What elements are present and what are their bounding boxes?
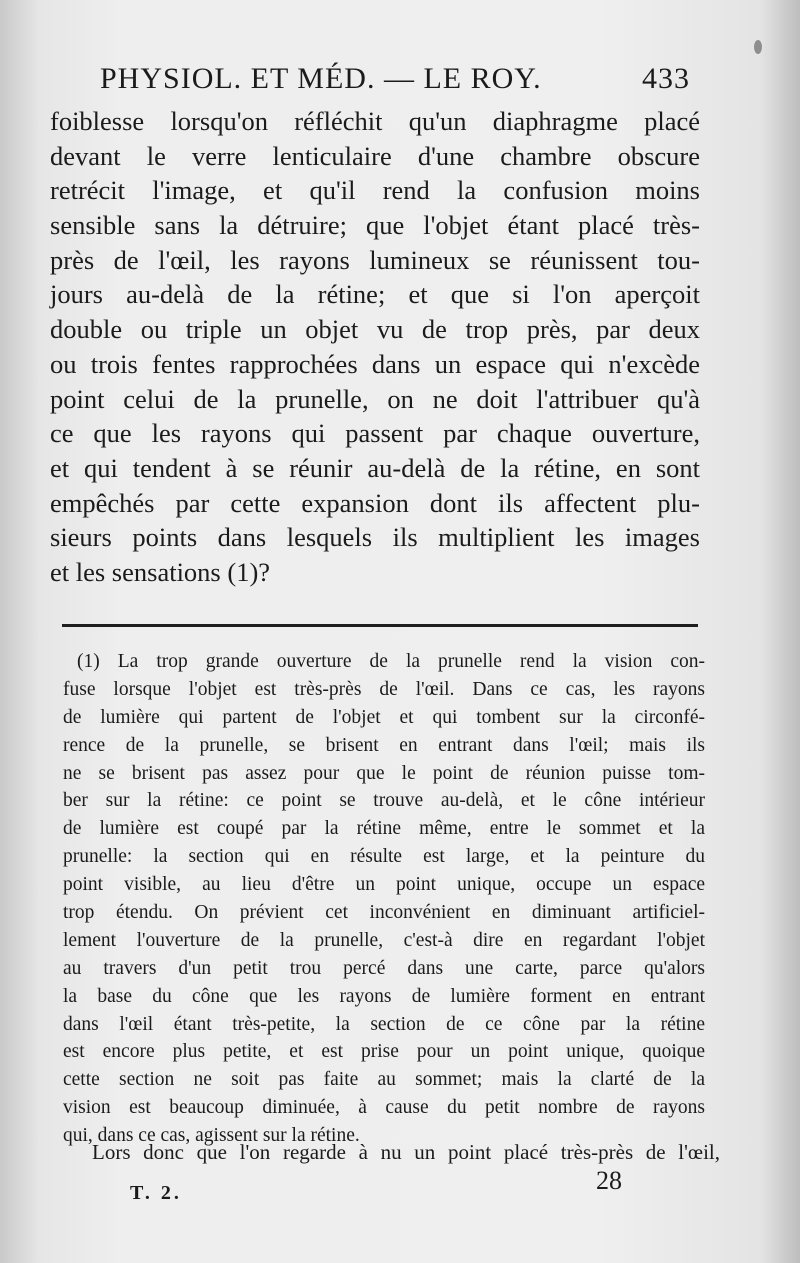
page-blemish bbox=[754, 40, 762, 54]
footnote-line: trop étendu. On prévient cet inconvénient en diminuant artificiel- bbox=[63, 902, 705, 924]
text-line: sensible sans la détruire; que l'objet étant placé très- bbox=[50, 210, 700, 241]
footnote-line: lement l'ouverture de la prunelle, c'est-à dire en regardant l'objet bbox=[63, 929, 705, 951]
footnote-line: fuse lorsque l'objet est très-près de l'œil. Dans ce cas, les rayons bbox=[63, 678, 705, 700]
footnote bbox=[63, 648, 705, 1150]
text-line: jours au-delà de la rétine; et que si l'on aperçoit bbox=[50, 279, 700, 310]
footnote-line: prunelle: la section qui en résulte est large, et la peinture du bbox=[63, 846, 705, 868]
footnote-line: de lumière qui partent de l'objet et qui tombent sur la circonfé- bbox=[63, 706, 705, 728]
main-text bbox=[50, 104, 700, 590]
text-line: et qui tendent à se réunir au-delà de la rétine, en sont bbox=[50, 452, 700, 483]
text-line: empêchés par cette expansion dont ils affectent plu- bbox=[50, 487, 700, 518]
continuation-line: Lors donc que l'on regarde à nu un point placé très-près de l'œil, bbox=[92, 1140, 720, 1164]
footnote-line: qui, dans ce cas, agissent sur la rétine. bbox=[63, 1125, 360, 1147]
volume-mark: T. 2. bbox=[130, 1182, 182, 1204]
sheet-signature-number: 28 bbox=[596, 1166, 622, 1195]
footnote-line: vision est beaucoup diminuée, à cause du petit nombre de rayons bbox=[63, 1097, 705, 1119]
text-line: point celui de la prunelle, on ne doit l'attribuer qu'à bbox=[50, 383, 700, 414]
text-line: foiblesse lorsqu'on réfléchit qu'un diaphragme placé bbox=[50, 106, 700, 136]
footnote-line: est encore plus petite, et est prise pour un point unique, quoique bbox=[63, 1041, 705, 1063]
footnote-line: ber sur la rétine: ce point se trouve au-delà, et le cône intérieur bbox=[63, 790, 705, 812]
page-number: 433 bbox=[642, 62, 690, 95]
text-line: ou trois fentes rapprochées dans un espace qui n'excède bbox=[50, 348, 700, 379]
text-line: devant le verre lenticulaire d'une chambre obscure bbox=[50, 140, 700, 171]
footnote-line: dans l'œil étant très-petite, la section de ce cône par la rétine bbox=[63, 1013, 705, 1035]
text-line: et les sensations (1)? bbox=[50, 556, 271, 587]
footnote-line: au travers d'un petit trou percé dans une carte, parce qu'alors bbox=[63, 957, 705, 979]
footnote-line: (1) La trop grande ouverture de la prunelle rend la vision con- bbox=[77, 651, 705, 672]
footnote-line: point visible, au lieu d'être un point unique, occupe un espace bbox=[63, 874, 705, 896]
running-header bbox=[100, 62, 690, 102]
footnote-line: la base du cône que les rayons de lumière forment en entrant bbox=[63, 985, 705, 1007]
running-title: PHYSIOL. ET MÉD. — LE ROY. bbox=[100, 62, 542, 95]
footnote-line: de lumière est coupé par la rétine même, entre le sommet et la bbox=[63, 818, 705, 840]
footnote-line: ne se brisent pas assez pour que le point de réunion puisse tom- bbox=[63, 762, 705, 784]
footnote-line: cette section ne soit pas faite au sommet; mais la clarté de la bbox=[63, 1069, 705, 1091]
text-line: près de l'œil, les rayons lumineux se réunissent tou- bbox=[50, 244, 700, 275]
footnote-line: rence de la prunelle, se brisent en entrant dans l'œil; mais ils bbox=[63, 734, 705, 756]
text-line: retrécit l'image, et qu'il rend la confusion moins bbox=[50, 175, 700, 206]
text-line: sieurs points dans lesquels ils multiplient les images bbox=[50, 522, 700, 553]
text-line: double ou triple un objet vu de trop près, par deux bbox=[50, 314, 700, 345]
footnote-separator-rule bbox=[62, 624, 698, 627]
text-line: ce que les rayons qui passent par chaque ouverture, bbox=[50, 418, 700, 449]
